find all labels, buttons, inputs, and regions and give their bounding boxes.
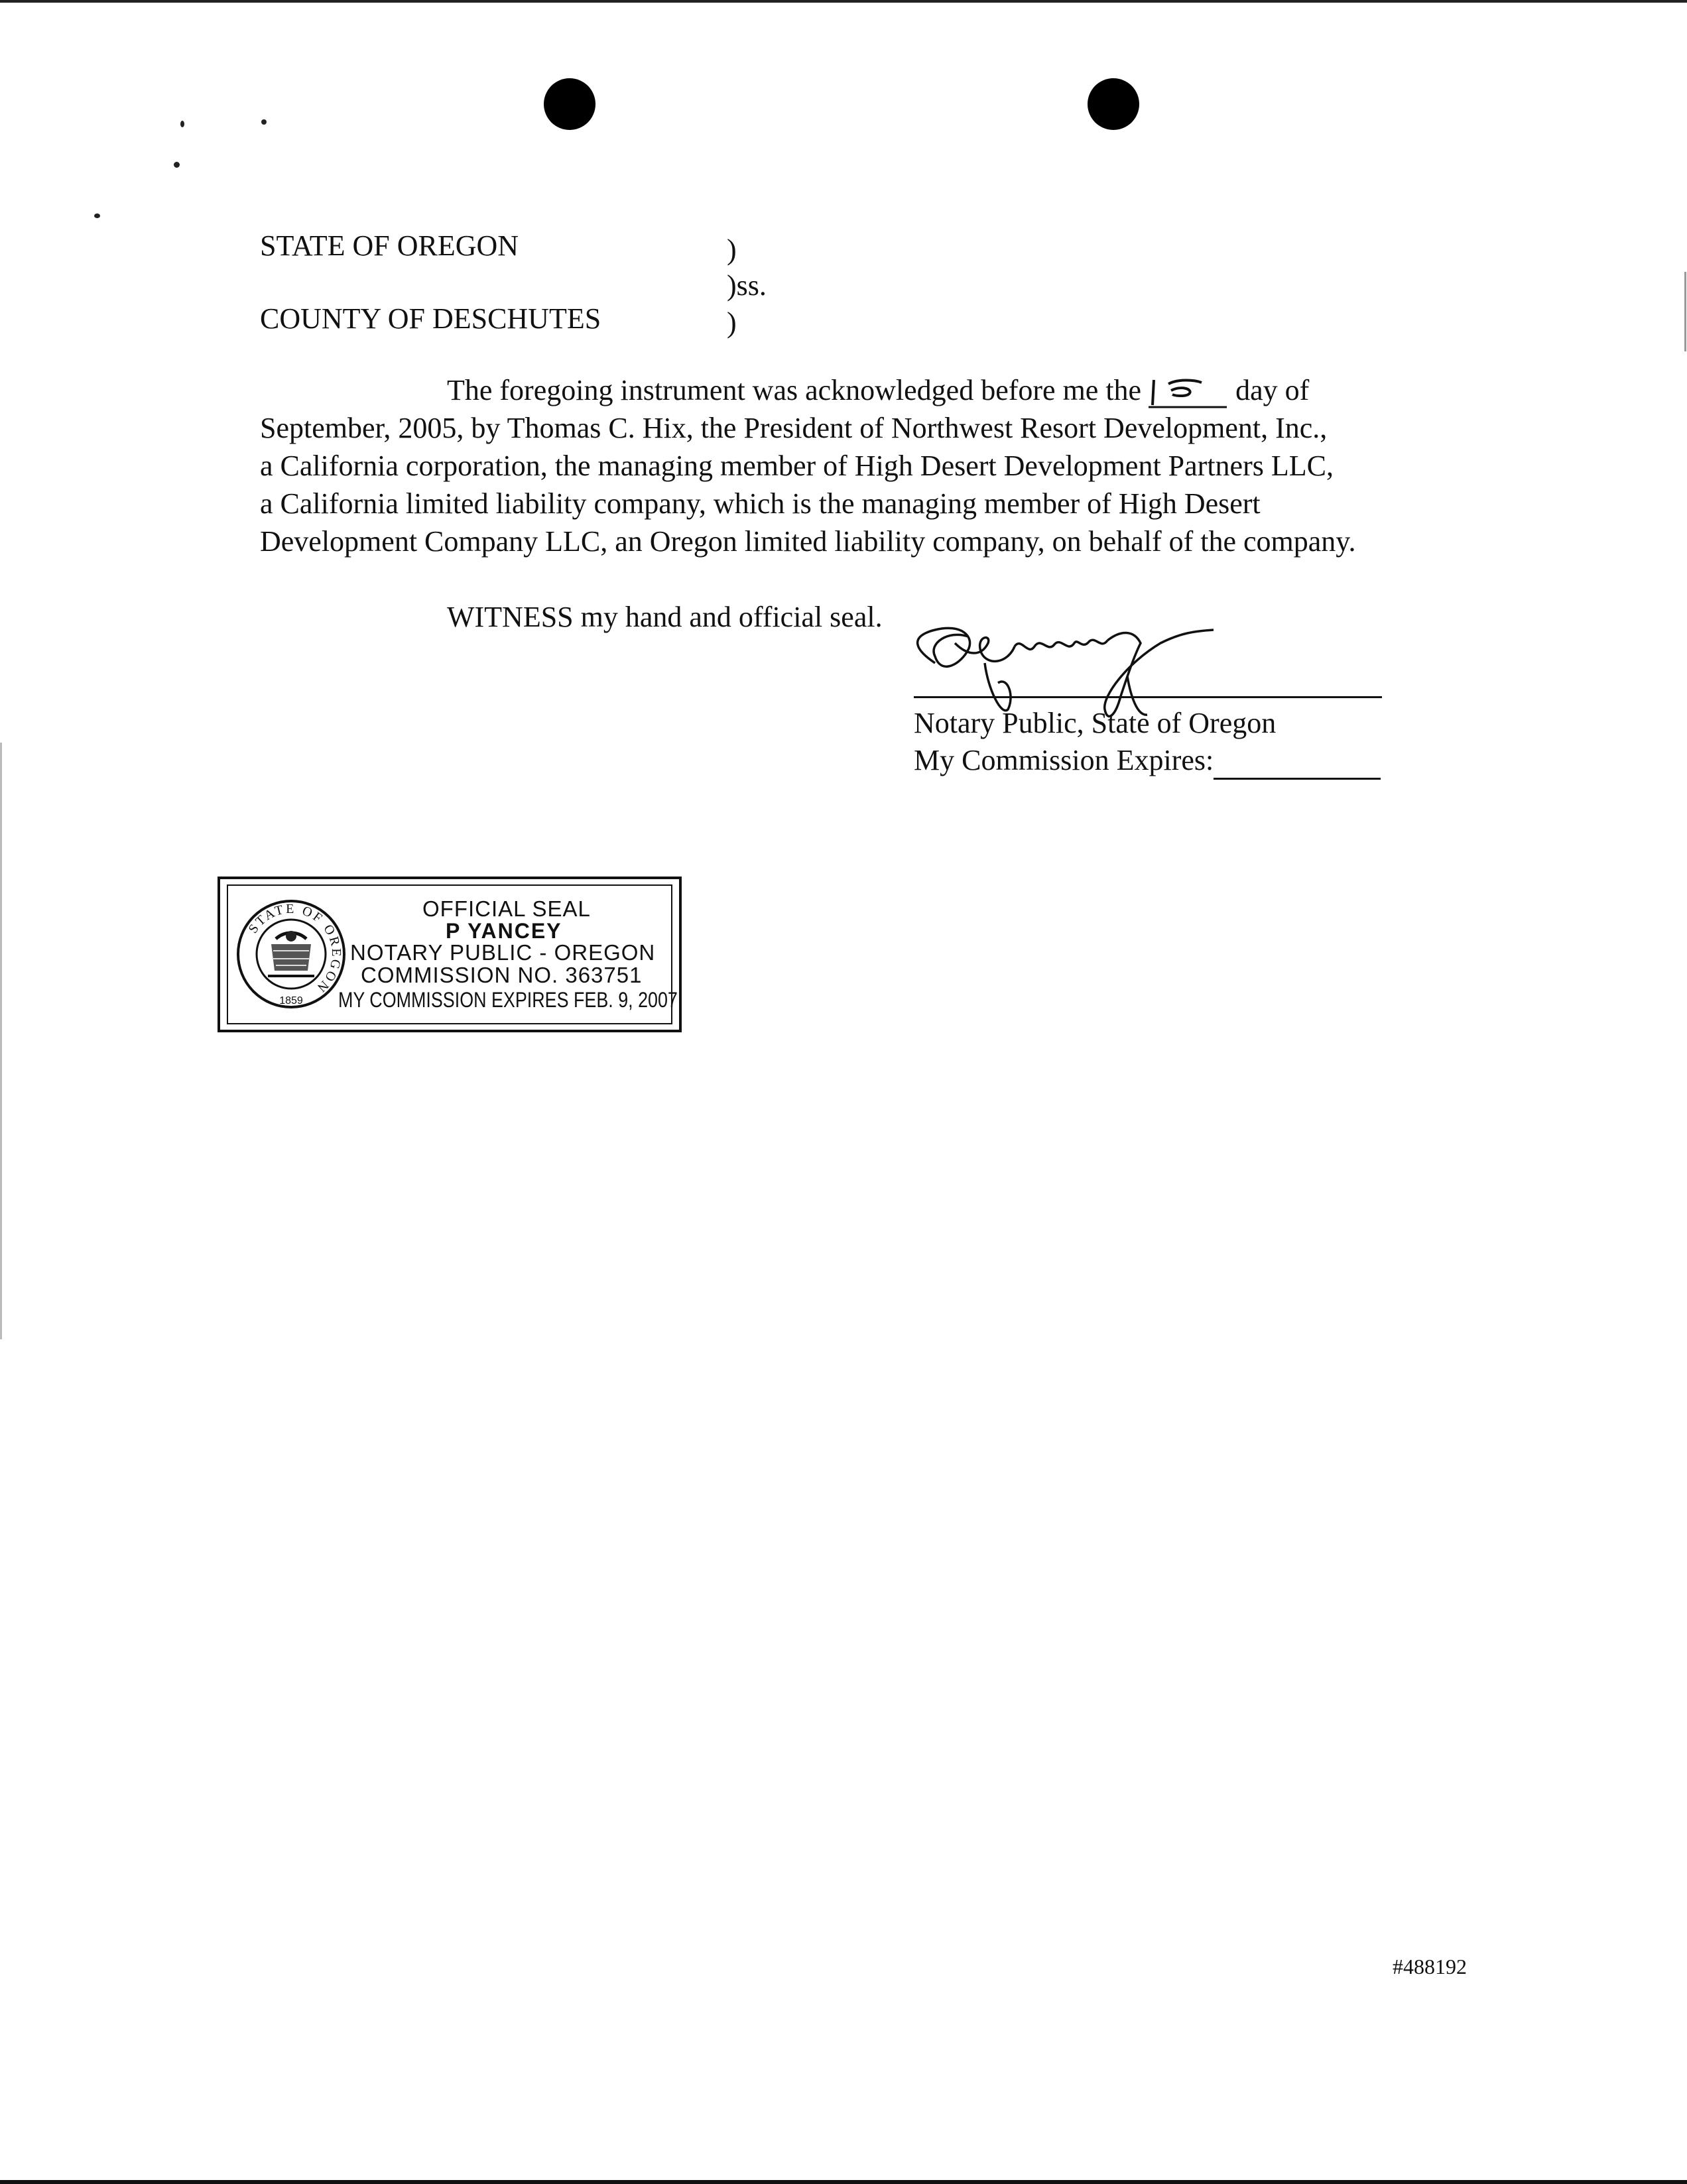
day-blank xyxy=(1149,376,1228,409)
ack-line-1a: The foregoing instrument was acknowledged before me the xyxy=(447,374,1142,406)
scan-speck xyxy=(261,119,267,125)
punch-hole-right xyxy=(1088,78,1139,130)
scan-speck xyxy=(180,121,184,127)
venue-county: COUNTY OF DESCHUTES xyxy=(260,302,601,335)
acknowledgment-paragraph xyxy=(260,371,1454,560)
seal-notary-name: P YANCEY xyxy=(446,919,562,943)
commission-expires-blank xyxy=(1214,749,1381,780)
ack-line-1b: day of xyxy=(1235,374,1310,406)
ack-line-3: a California corporation, the managing member of High Desert Development Partners LLC, xyxy=(260,450,1334,482)
seal-notary-public: NOTARY PUBLIC - OREGON xyxy=(350,940,656,965)
ack-line-2: September, 2005, by Thomas C. Hix, the President of Northwest Resort Development, Inc., xyxy=(260,412,1328,444)
scan-edge-bottom xyxy=(0,2180,1687,2184)
ack-line-5: Development Company LLC, an Oregon limited liability company, on behalf of the company. xyxy=(260,525,1356,558)
seal-commission-number: COMMISSION NO. 363751 xyxy=(361,963,643,987)
oregon-state-seal-emblem xyxy=(235,898,347,1010)
venue-paren: ) xyxy=(727,233,737,266)
ack-line-4: a California limited liability company, which is the managing member of High Desert xyxy=(260,487,1261,520)
seal-title: OFFICIAL SEAL xyxy=(422,896,591,921)
seal-commission-expiry: MY COMMISSION EXPIRES FEB. 9, 2007 xyxy=(338,988,678,1012)
document-reference-number: #488192 xyxy=(1393,1955,1467,1978)
scan-edge-right xyxy=(1684,272,1686,351)
scan-speck xyxy=(94,213,100,218)
venue-paren-ss: )ss. xyxy=(727,269,767,302)
commission-expires-label: My Commission Expires: xyxy=(914,744,1214,776)
witness-text: WITNESS my hand and official seal. xyxy=(447,601,883,633)
scan-edge-left xyxy=(0,743,2,1339)
scan-speck xyxy=(174,162,180,168)
signature-line xyxy=(914,696,1382,698)
venue-paren: ) xyxy=(727,306,737,339)
svg-text:STATE OF OREGON: STATE OF OREGON xyxy=(245,901,344,997)
official-seal-stamp xyxy=(218,877,682,1032)
scan-edge-top xyxy=(0,0,1687,3)
notary-title: Notary Public, State of Oregon xyxy=(914,707,1277,739)
emblem-year: 1859 xyxy=(279,995,303,1006)
commission-expires-row xyxy=(914,741,1381,780)
venue-state: STATE OF OREGON xyxy=(260,229,519,262)
punch-hole-left xyxy=(544,78,595,130)
